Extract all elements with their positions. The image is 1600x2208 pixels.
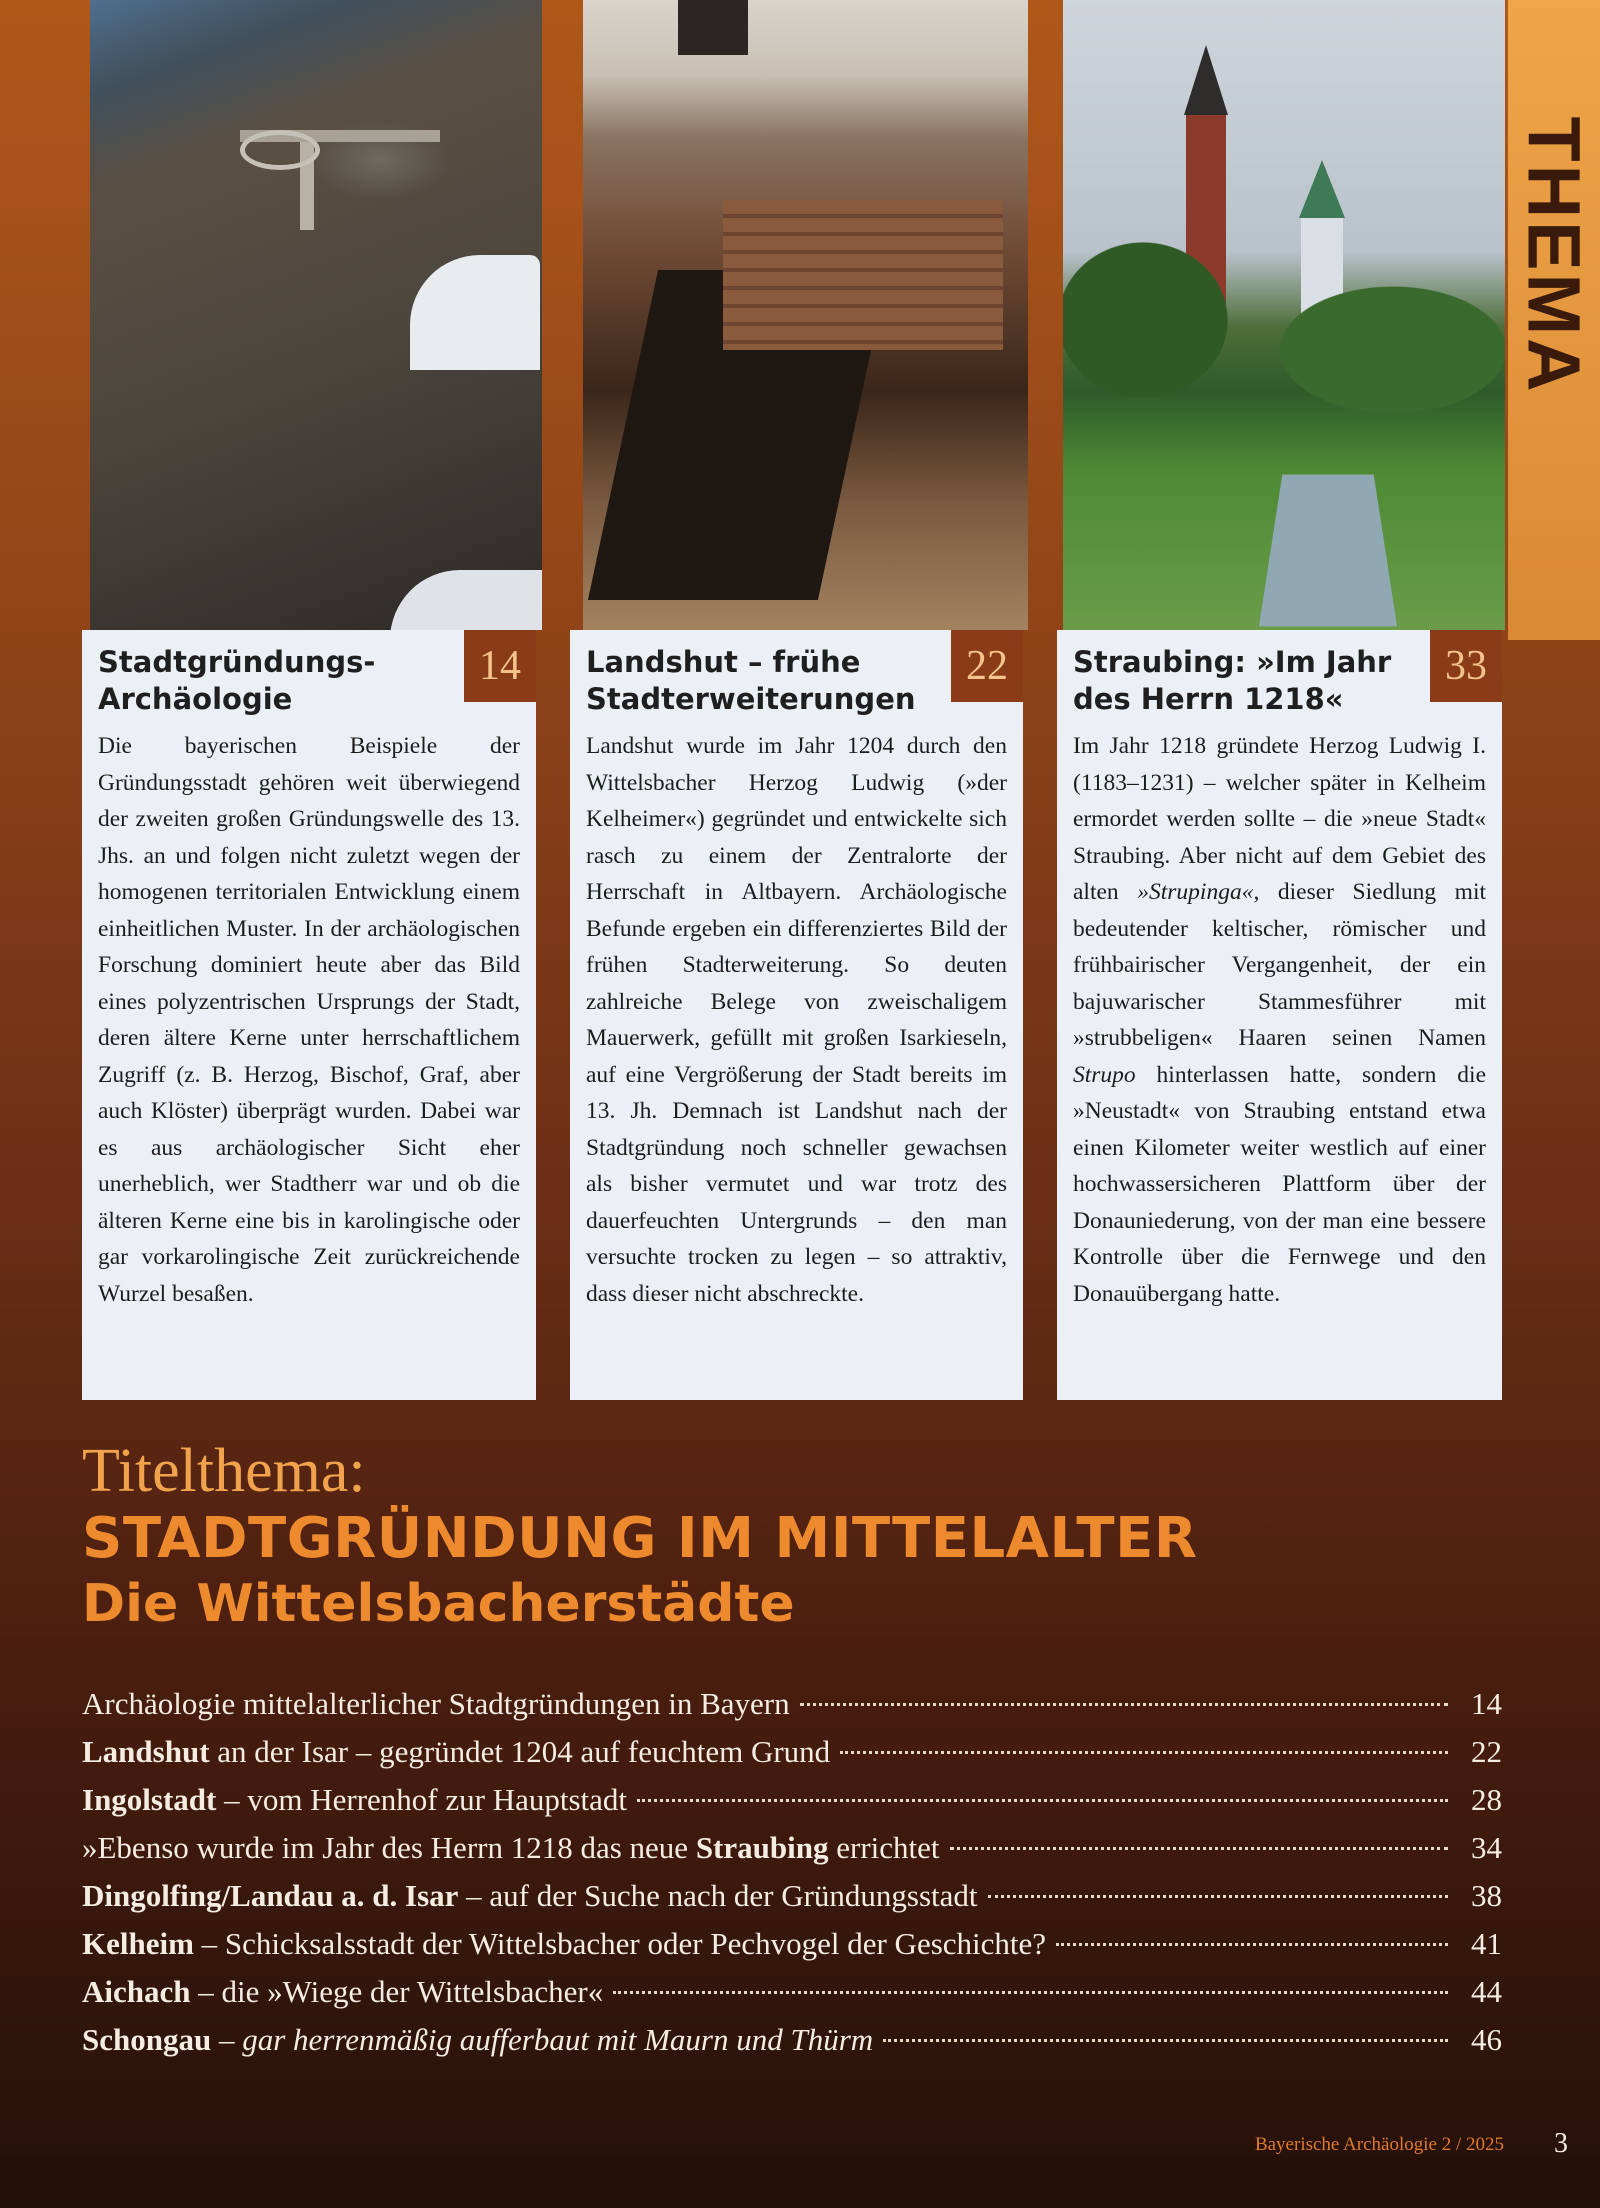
toc-leader-dots: [800, 1703, 1448, 1706]
toc-entry[interactable]: [82, 1776, 1502, 1824]
toc-entry-text: – Schicksalsstadt der Wittelsbacher oder Pechvogel der Geschichte?: [193, 1926, 1047, 1961]
toc-entry-page: 14: [1471, 1686, 1502, 1721]
card-title: [586, 644, 1007, 718]
toc-entry-text: – auf der Suche nach der Gründungsstadt: [458, 1878, 978, 1913]
toc-entry-page: 22: [1471, 1734, 1502, 1769]
toc-entry-place: Straubing: [695, 1830, 829, 1865]
toc-entry-page: 44: [1471, 1974, 1502, 2009]
toc-entry-title: [82, 1824, 940, 1872]
toc-entry-title: [82, 1680, 790, 1728]
toc-entry-page: 34: [1471, 1830, 1502, 1865]
toc-entry-title: [82, 1920, 1046, 1968]
photo-excavation-pit: [583, 0, 1028, 630]
toc-entry[interactable]: [82, 2016, 1502, 2064]
trees: [1063, 230, 1505, 420]
photo-straubing-towers: [1063, 0, 1505, 630]
page-number: 3: [1554, 2128, 1568, 2159]
church-tower-spire: [1184, 45, 1228, 115]
headline-kicker: Titelthema:: [82, 1437, 366, 1505]
card-title: [98, 644, 520, 718]
card-page-number: 14: [464, 630, 536, 702]
toc-leader-dots: [840, 1751, 1448, 1754]
excavation-tent: [410, 255, 540, 370]
card-title-line: Landshut – frühe: [586, 645, 861, 679]
toc-entry-title: [82, 1968, 603, 2016]
body-text-italic: Strupo: [1073, 1061, 1136, 1088]
body-text: , dieser Siedlung mit bedeutender keltischer, römischer und frühbairischer Vergangenheit, der ein bajuwarischer Stammesführer mit »strubbeligen« Haaren seinen Namen: [1073, 879, 1486, 1051]
toc-leader-dots: [613, 1991, 1448, 1994]
toc-entry-place: Kelheim: [82, 1926, 194, 1961]
toc-entry-text: –: [211, 2022, 243, 2057]
toc-entry-text: »Ebenso wurde im Jahr des Herrn 1218 das neue: [82, 1830, 696, 1865]
toc-entry-text: Archäologie mittelalterlicher Stadtgründungen in Bayern: [82, 1686, 790, 1721]
card-body: Landshut wurde im Jahr 1204 durch den Wittelsbacher Herzog Ludwig (»der Kelheimer«) gegründet und entwickelte sich rasch zu einem der Zentralorte der Herrschaft in Altbayern. Archäologische Befunde ergeben ein differenziertes Bild der frühen Stadterweiterung. So deuten zahlreiche Belege von zweischaligem Mauerwerk, gefüllt mit großen Isarkieseln, auf eine Vergrößerung der Stadt bereits im 13. Jh. Demnach ist Landshut nach der Stadtgründung noch schneller gewachsen als bisher vermutet und war trotz des dauerfeuchten Untergrunds – den man versuchte trocken zu legen – so attraktiv, dass dieser nicht abschreckte.: [586, 733, 1007, 1307]
toc-entry-text: an der Isar – gegründet 1204 auf feuchtem Grund: [209, 1734, 831, 1769]
toc-entry-text: – vom Herrenhof zur Hauptstadt: [216, 1782, 628, 1817]
card-title-line: Archäologie: [98, 682, 293, 716]
card-title-line: Straubing: »Im Jahr: [1073, 645, 1392, 679]
toc-entry-page: 46: [1471, 2022, 1502, 2057]
toc-entry-title: [82, 1872, 978, 1920]
article-card-straubing[interactable]: [1057, 630, 1502, 1400]
excavation-ring: [240, 130, 320, 170]
card-page-number: 33: [1430, 630, 1502, 702]
toc-entry-place: Dingolfing/Landau a. d. Isar: [82, 1878, 459, 1913]
path: [1259, 475, 1397, 627]
article-card-landshut[interactable]: [570, 630, 1023, 1400]
card-body: [1073, 728, 1486, 1312]
toc-entry-title: [82, 2016, 873, 2064]
toc-entry[interactable]: [82, 1872, 1502, 1920]
card-page-number: 22: [951, 630, 1023, 702]
journal-issue: Bayerische Archäologie 2 / 2025: [1254, 2134, 1504, 2155]
toc-leader-dots: [988, 1895, 1448, 1898]
card-title-line: Stadtgründungs-: [98, 645, 376, 679]
toc-entry-title: [82, 1728, 830, 1776]
toc-entry[interactable]: [82, 1824, 1502, 1872]
body-text: Im Jahr 1218 gründete Herzog Ludwig I. (1183–1231) – welcher später in Kelheim ermordet werden sollte – die »neue Stadt« Straubing. Aber nicht auf dem Gebiet des alten: [1073, 733, 1486, 905]
toc-leader-dots: [1056, 1943, 1448, 1946]
photo-excavation-site: [90, 0, 542, 630]
section-label: [1510, 95, 1598, 415]
article-card-stadtgruendung[interactable]: [82, 630, 536, 1400]
section-label-text: THEMA: [1512, 115, 1596, 395]
doorway: [678, 0, 748, 55]
body-text: hinterlassen hatte, sondern die »Neustadt« von Straubing entstand etwa einen Kilometer weiter westlich auf einer hochwassersicheren Plattform über der Donauniederung, von der man eine bessere Kontrolle über die Fernwege und den Donauübergang hatte.: [1073, 1061, 1486, 1307]
toc-entry-quote: gar herrenmäßig aufferbaut mit Maurn und Thürm: [242, 2022, 874, 2057]
card-title-line: des Herrn 1218«: [1073, 682, 1344, 716]
toc-entry-place: Landshut: [82, 1734, 210, 1769]
cover-topic-headline: [82, 1436, 1502, 1636]
body-text-italic: »Strupinga«: [1137, 879, 1254, 905]
toc-entry-text: errichtet: [828, 1830, 940, 1865]
toc-entry[interactable]: [82, 1728, 1502, 1776]
city-tower-spire: [1299, 160, 1345, 218]
card-title-line: Stadterweiterungen: [586, 682, 916, 716]
toc-entry-page: 41: [1471, 1926, 1502, 1961]
table-of-contents: [82, 1680, 1502, 2064]
toc-leader-dots: [883, 2039, 1448, 2042]
card-title: [1073, 644, 1486, 718]
card-body: Die bayerischen Beispiele der Gründungsstadt gehören weit überwiegend der zweiten großen Gründungswelle des 13. Jhs. an und folgen nicht zuletzt wegen der homogenen territorialen Entwicklung einem einheitlichen Muster. In der archäologischen Forschung dominiert heute aber das Bild eines polyzentrischen Ursprungs der Stadt, deren ältere Kerne unter herrschaftlichem Zugriff (z. B. Herzog, Bischof, Graf, aber auch Klöster) überprägt wurden. Dabei war es aus archäologischer Sicht eher unerheblich, wer Stadtherr war und ob die älteren Kerne eine bis in karolingische oder gar vorkarolingische Zeit zurückreichende Wurzel besaßen.: [98, 733, 520, 1307]
page-footer: [0, 2128, 1600, 2168]
brick-wall: [723, 200, 1003, 350]
toc-leader-dots: [950, 1847, 1449, 1850]
headline-subtitle: Die Wittelsbacherstädte: [82, 1574, 795, 1634]
toc-entry-page: 38: [1471, 1878, 1502, 1913]
excavation-tent-lower: [390, 570, 542, 630]
toc-leader-dots: [637, 1799, 1448, 1802]
toc-entry-place: Schongau: [82, 2022, 212, 2057]
toc-entry-text: – die »Wiege der Wittelsbacher«: [190, 1974, 604, 2009]
toc-entry[interactable]: [82, 1968, 1502, 2016]
toc-entry-page: 28: [1471, 1782, 1502, 1817]
toc-entry-place: Ingolstadt: [82, 1782, 217, 1817]
toc-entry[interactable]: [82, 1920, 1502, 1968]
headline-title: STADTGRÜNDUNG IM MITTELALTER: [82, 1506, 1198, 1571]
toc-entry[interactable]: [82, 1680, 1502, 1728]
toc-entry-title: [82, 1776, 627, 1824]
toc-entry-place: Aichach: [82, 1974, 191, 2009]
